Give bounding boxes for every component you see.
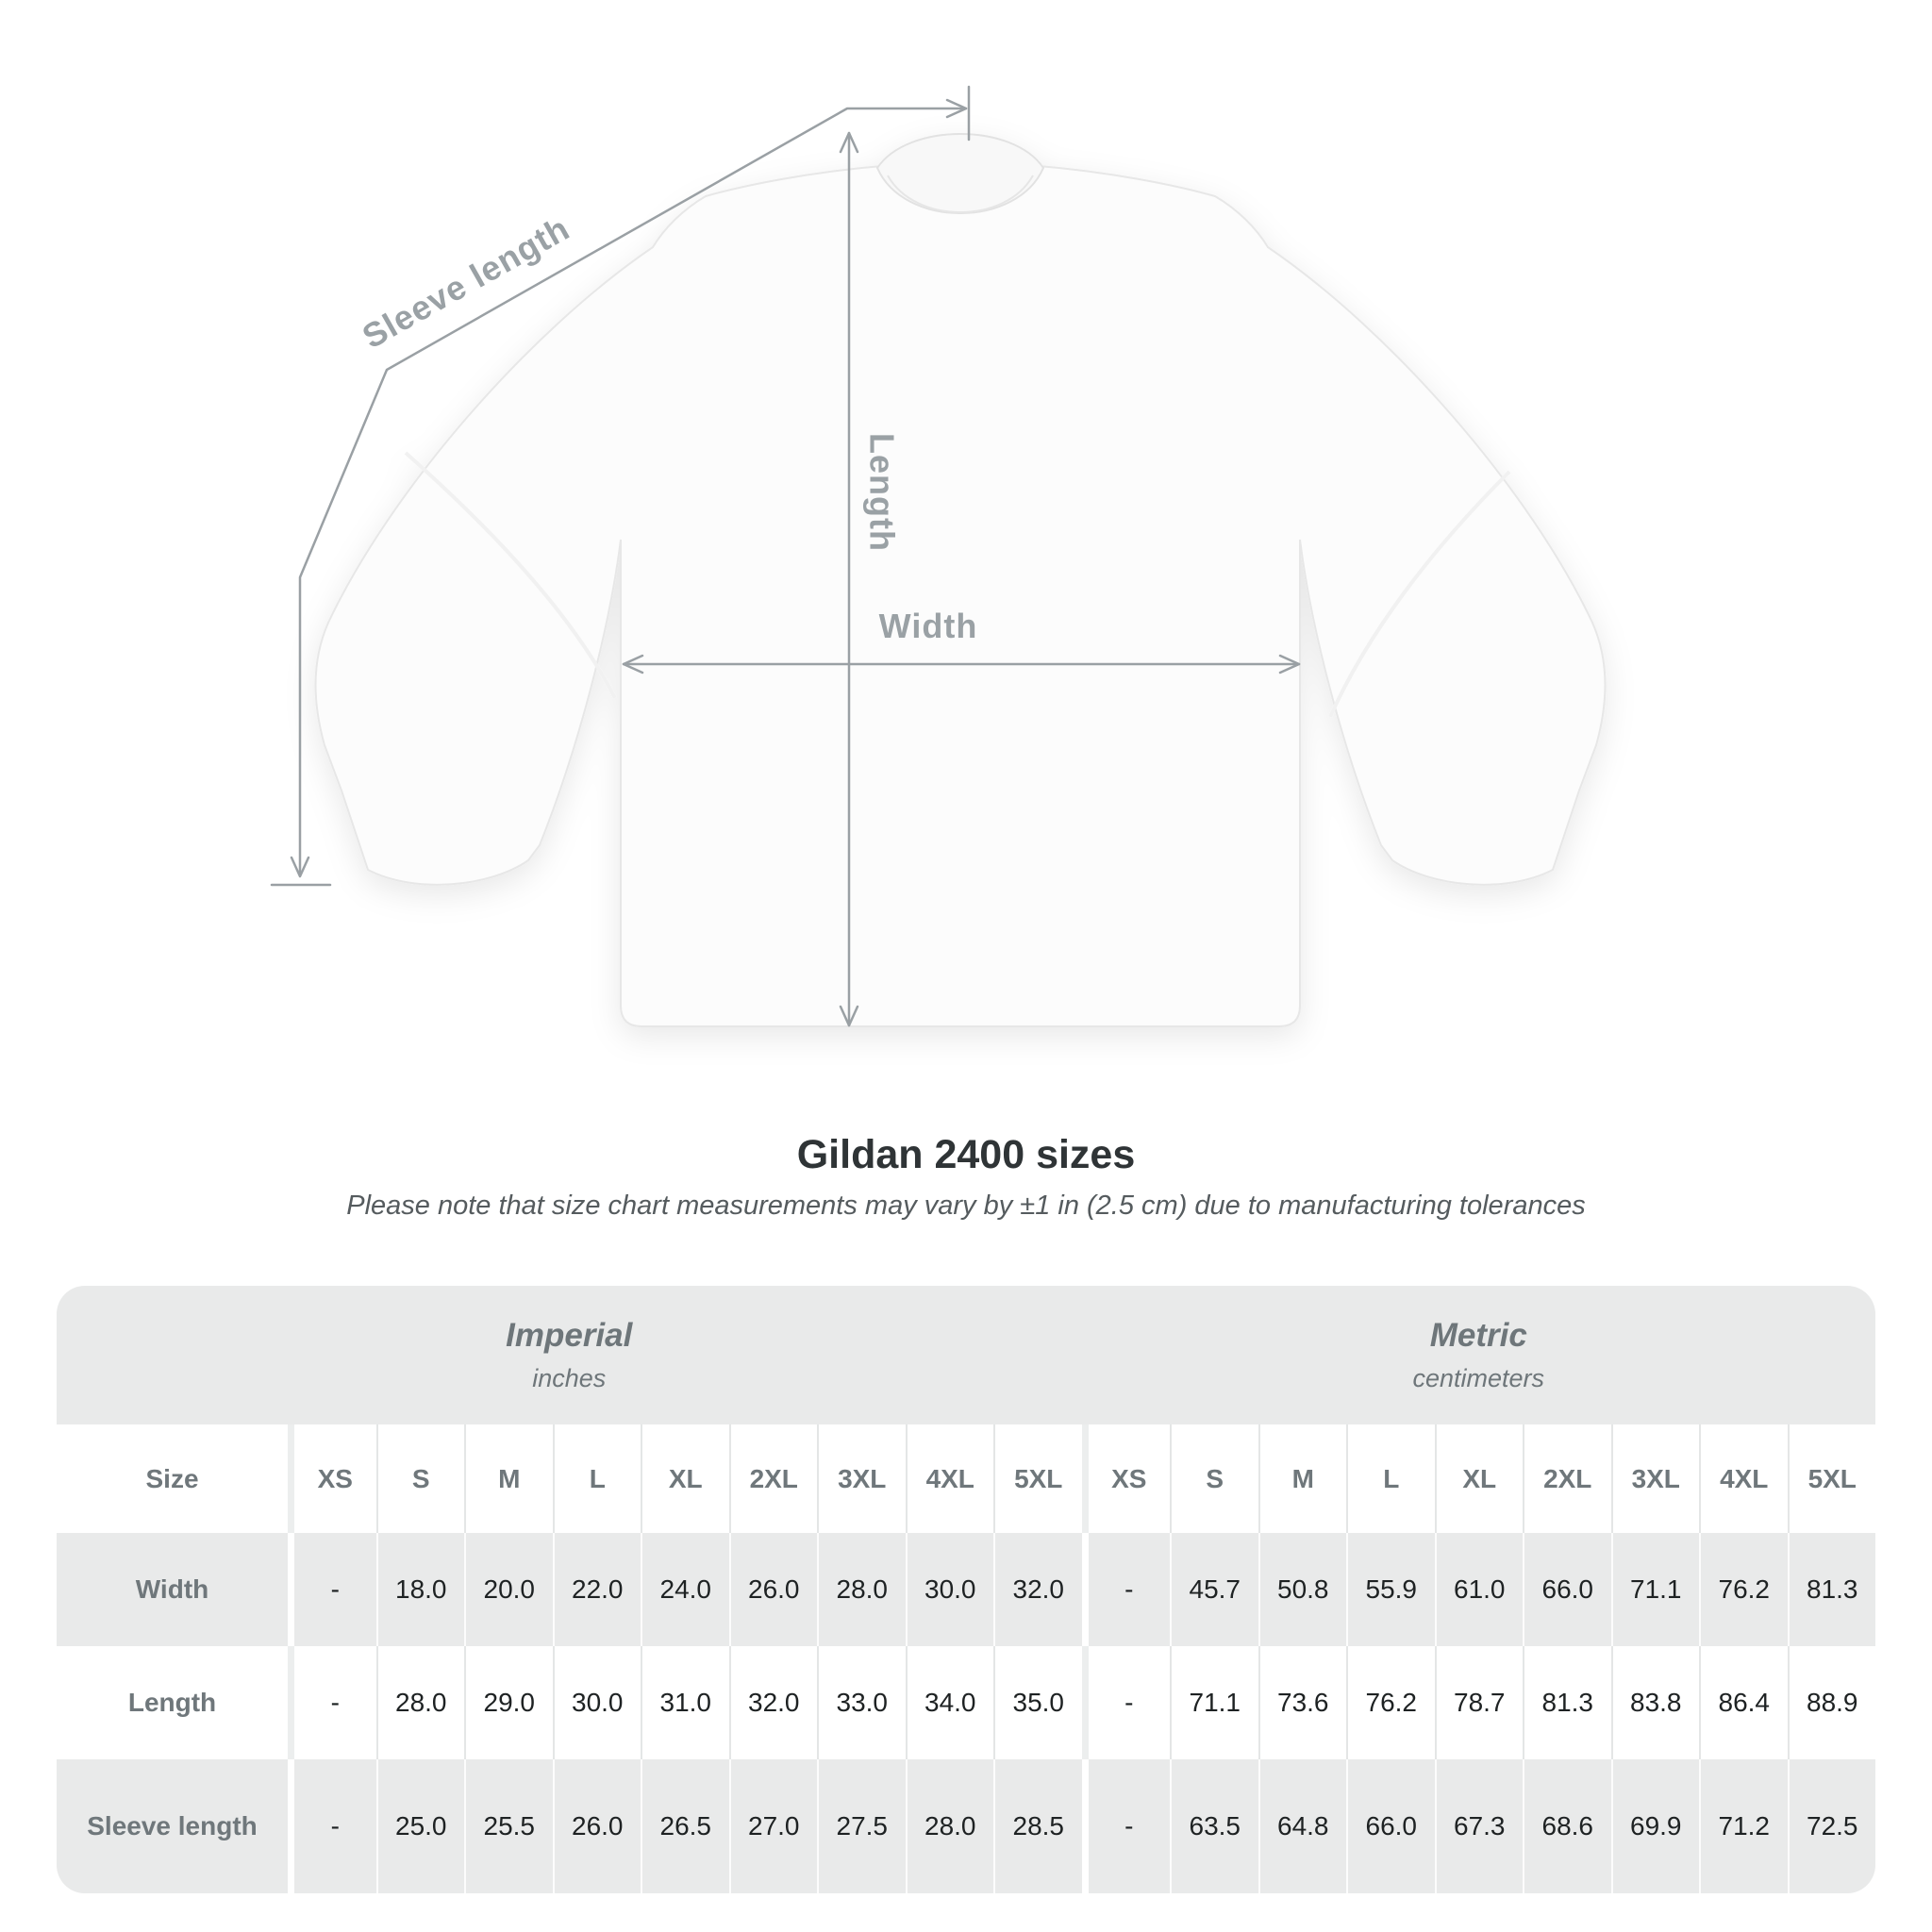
size-header-cell: 3XL [817,1424,906,1533]
size-header-row [57,1424,1875,1533]
row-label: Width [135,1574,209,1604]
size-table [57,1286,1875,1893]
value-cell: 81.3 [1788,1533,1876,1646]
value-cell: 32.0 [993,1533,1082,1646]
size-header-cell: S [376,1424,465,1533]
value-cell: 86.4 [1699,1646,1788,1759]
value-cell: 26.0 [729,1533,818,1646]
size-header-cell: XS [1082,1424,1171,1533]
value-cell: 32.0 [729,1646,818,1759]
value-cell: - [288,1533,376,1646]
value-cell: 69.9 [1611,1759,1700,1893]
table-row [57,1533,1875,1646]
value-cell: - [1082,1646,1171,1759]
value-cell: 67.3 [1435,1759,1524,1893]
value-cell: 27.0 [729,1759,818,1893]
imperial-group-unit: inches [532,1364,607,1392]
value-cell: 24.0 [641,1533,729,1646]
value-cell: 28.5 [993,1759,1082,1893]
size-header-cell: XL [641,1424,729,1533]
value-cell: 78.7 [1435,1646,1524,1759]
value-cell: 45.7 [1170,1533,1258,1646]
value-cell: - [288,1759,376,1893]
imperial-group-title: Imperial [506,1317,633,1354]
sleeve-length-label: Sleeve length [356,208,576,357]
value-cell: 71.1 [1611,1533,1700,1646]
value-cell: 30.0 [906,1533,994,1646]
size-header-cell: M [1258,1424,1347,1533]
value-cell: 71.1 [1170,1646,1258,1759]
row-label: Length [127,1688,217,1717]
value-cell: - [1082,1759,1171,1893]
length-label: Length [862,433,902,552]
value-cell: 64.8 [1258,1759,1347,1893]
value-cell: 29.0 [464,1646,553,1759]
size-header-cell: S [1170,1424,1258,1533]
value-cell: 28.0 [906,1759,994,1893]
size-header-cell: 5XL [1788,1424,1876,1533]
value-cell: 18.0 [376,1533,465,1646]
page-title: Gildan 2400 sizes [796,1132,1136,1177]
value-cell: 66.0 [1346,1759,1435,1893]
value-cell: 88.9 [1788,1646,1876,1759]
shirt-outline [316,166,1606,1026]
value-cell: 20.0 [464,1533,553,1646]
value-cell: 25.0 [376,1759,465,1893]
metric-group-title: Metric [1429,1317,1527,1354]
size-header-cell: 3XL [1611,1424,1700,1533]
page-subtitle: Please note that size chart measurements may vary by ±1 in (2.5 cm) due to manufacturing tolerances [346,1191,1586,1221]
value-cell: - [1082,1533,1171,1646]
table-row [57,1646,1875,1759]
value-cell: 81.3 [1523,1646,1611,1759]
size-header-cell: 5XL [993,1424,1082,1533]
unit-group-row [57,1286,1875,1424]
size-header-cell: 2XL [1523,1424,1611,1533]
size-header-cell: XL [1435,1424,1524,1533]
value-cell: 50.8 [1258,1533,1347,1646]
size-header-cell: 2XL [729,1424,818,1533]
width-label: Width [878,607,978,645]
table-body [57,1533,1875,1893]
size-header-cell: L [553,1424,641,1533]
value-cell: 26.0 [553,1759,641,1893]
value-cell: 76.2 [1699,1533,1788,1646]
value-cell: 28.0 [376,1646,465,1759]
value-cell: 68.6 [1523,1759,1611,1893]
value-cell: 66.0 [1523,1533,1611,1646]
size-header-cell: M [464,1424,553,1533]
metric-group-unit: centimeters [1412,1364,1545,1392]
row-label: Sleeve length [87,1811,258,1840]
value-cell: 33.0 [817,1646,906,1759]
value-cell: 28.0 [817,1533,906,1646]
size-header-cell: 4XL [1699,1424,1788,1533]
value-cell: 76.2 [1346,1646,1435,1759]
value-cell: 63.5 [1170,1759,1258,1893]
value-cell: 30.0 [553,1646,641,1759]
value-cell: 35.0 [993,1646,1082,1759]
size-header-cell: L [1346,1424,1435,1533]
value-cell: 55.9 [1346,1533,1435,1646]
size-header-cell: 4XL [906,1424,994,1533]
table-row [57,1759,1875,1893]
imperial-group-header [57,1286,1082,1424]
value-cell: 83.8 [1611,1646,1700,1759]
value-cell: 73.6 [1258,1646,1347,1759]
value-cell: - [288,1646,376,1759]
value-cell: 26.5 [641,1759,729,1893]
value-cell: 61.0 [1435,1533,1524,1646]
value-cell: 34.0 [906,1646,994,1759]
size-column-header: Size [145,1463,199,1493]
value-cell: 31.0 [641,1646,729,1759]
value-cell: 22.0 [553,1533,641,1646]
value-cell: 25.5 [464,1759,553,1893]
metric-group-header [1082,1286,1876,1424]
value-cell: 27.5 [817,1759,906,1893]
value-cell: 72.5 [1788,1759,1876,1893]
value-cell: 71.2 [1699,1759,1788,1893]
size-header-cell: XS [288,1424,376,1533]
